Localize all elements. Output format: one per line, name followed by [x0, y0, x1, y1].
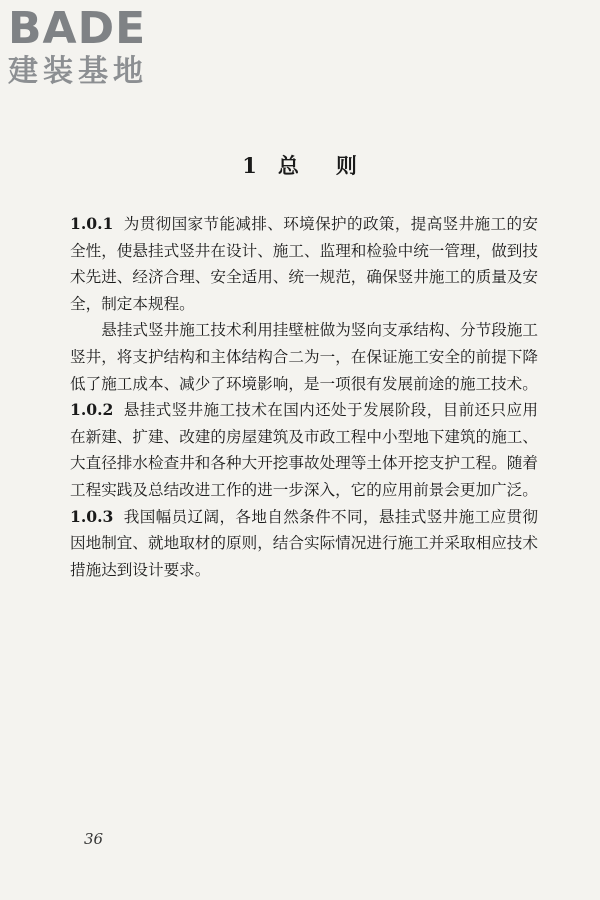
chapter-title-part2: 则: [335, 153, 358, 178]
chapter-title-part1: 总: [277, 153, 300, 178]
clause-number: 1.0.2: [70, 400, 114, 420]
page-number: 36: [84, 830, 104, 848]
clause-1-0-1: [70, 211, 538, 317]
watermark-latin-text: BADE: [8, 3, 147, 54]
chapter-title: [0, 150, 600, 180]
clause-1-0-1-continuation: 悬挂式竖井施工技术利用挂壁桩做为竖向支承结构、分节段施工竖井，将支护结构和主体结构合二为一，在保证施工安全的前提下降低了施工成本、减少了环境影响，是一项很有发展前途的施工技术。: [70, 321, 538, 393]
watermark-chinese-text: 建装基地: [8, 54, 148, 89]
clause-text: 悬挂式竖井施工技术在国内还处于发展阶段，目前还只应用在新建、扩建、改建的房屋建筑及市政工程中小型地下建筑的施工、大直径排水检查井和各种大开挖事故处理等土体开挖支护工程。随着工程实践及总结改进工作的进一步深入，它的应用前景会更加广泛。: [70, 401, 538, 499]
clause-1-0-3: [70, 504, 538, 584]
clause-number: 1.0.1: [70, 214, 114, 233]
clause-text: 我国幅员辽阔，各地自然条件不同，悬挂式竖井施工应贯彻因地制宜、就地取材的原则，结合实际情况进行施工并采取相应技术措施达到设计要求。: [70, 507, 538, 579]
clause-1-0-2: [70, 397, 538, 503]
body-text: [70, 211, 538, 583]
watermark-logo: [8, 3, 178, 90]
clause-text: 为贯彻国家节能减排、环境保护的政策，提高竖井施工的安全性，使悬挂式竖井在设计、施工、监理和检验中统一管理，做到技术先进、经济合理、安全适用、统一规范，确保竖井施工的质量及安全，制定本规程。: [70, 215, 538, 313]
clause-number: 1.0.3: [70, 506, 114, 526]
chapter-number: 1: [242, 153, 258, 178]
